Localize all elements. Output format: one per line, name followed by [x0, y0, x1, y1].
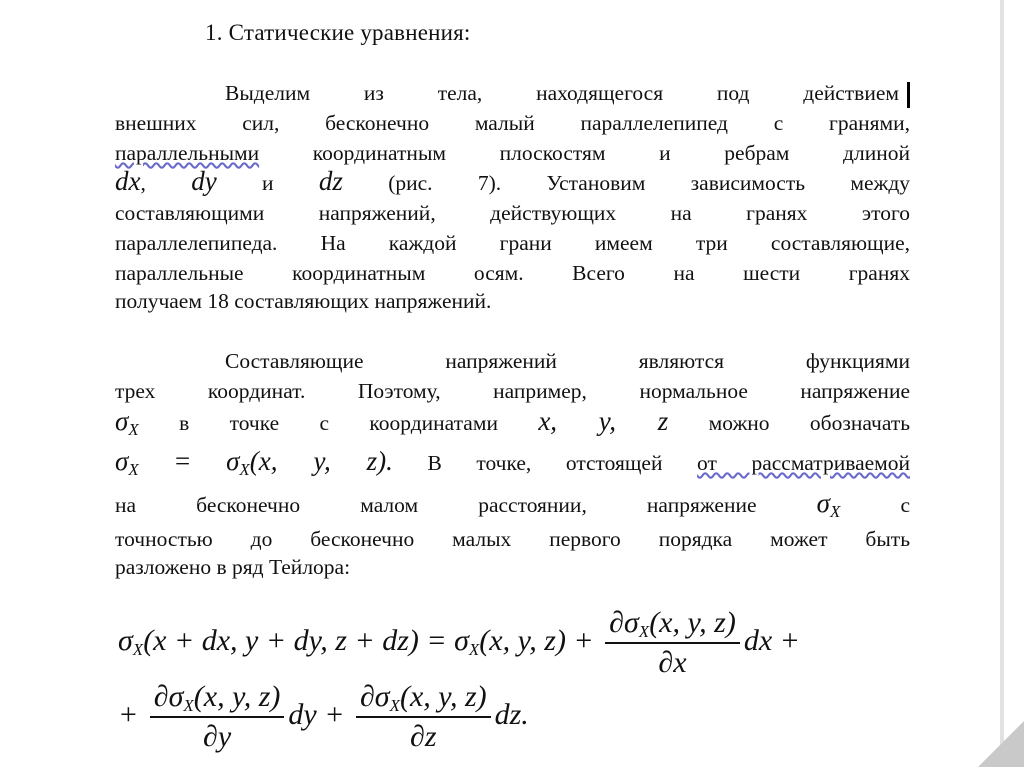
p2-text: можно обозначать	[708, 411, 911, 435]
fraction-dz: $\frac{\partial\sigma X(x, y, z)}{\partial z}$	[356, 680, 491, 754]
p2-line	[115, 488, 910, 523]
page-edge	[1000, 0, 1004, 767]
p2-line: точностью до бесконечно малых первого порядка может быть	[115, 527, 910, 551]
p2-line: Составляющие напряжений являются функциями	[225, 349, 910, 373]
p1-line: параллелепипеда. На каждой грани имеем три составляющие,	[115, 231, 910, 255]
p1-text: Выделим из тела, находящегося под действием	[225, 81, 899, 105]
p2-line	[115, 406, 910, 441]
taylor-formula-line-2: + $\frac{\partial\sigma X(x, y, z)}{\partial y}$ dy + $\frac{\partial\sigma X(x, y, z)}{\partial z}$ dz.	[118, 680, 529, 753]
p2-line	[115, 446, 910, 481]
math-dz: dz	[318, 166, 343, 196]
math-sigma-x: $\sigma_X$	[816, 488, 841, 521]
p2-text: в точке с координатами	[179, 411, 498, 435]
underlined-word: параллельными	[115, 141, 260, 165]
underlined-phrase: от рассматриваемой	[697, 451, 911, 475]
math-sigma-eq: $\sigma_X = \sigma_X(x$, y, z).	[115, 446, 393, 479]
math-sigma-x: $\sigma_X$	[115, 406, 139, 439]
math-xyz: x, y, z	[538, 406, 669, 436]
p1-line: параллельные координатным осям. Всего на шести гранях	[115, 261, 910, 285]
math-dy: dy	[191, 166, 217, 196]
section-heading: 1. Статические уравнения:	[205, 20, 471, 45]
p1-line	[115, 138, 910, 169]
p1-line	[115, 78, 910, 109]
p2-line: разложено в ряд Тейлора:	[115, 555, 351, 579]
p1-text: координатным плоскостям и ребрам длиной	[259, 141, 910, 165]
p2-text: с	[900, 493, 910, 517]
p1-line: внешних сил, бесконечно малый параллелепипед с гранями,	[115, 111, 910, 135]
p1-text: (рис. 7). Установим зависимость между	[388, 171, 911, 195]
p1-line: составляющими напряжений, действующих на гранях этого	[115, 201, 910, 225]
page-corner	[978, 721, 1024, 767]
p1-text: и	[262, 171, 274, 195]
p1-line: получаем 18 составляющих напряжений.	[115, 289, 492, 313]
text-cursor	[907, 82, 910, 108]
fraction-dx: $\frac{\partial\sigma X(x, y, z)}{\partial x}$	[605, 606, 740, 680]
p2-line: трех координат. Поэтому, например, нормальное напряжение	[115, 379, 910, 403]
math-dx: dx	[115, 166, 141, 196]
p2-text: В точке, отстоящей	[427, 451, 663, 475]
p1-line: dx, dy и dz (рис. 7). Установим зависимость между	[115, 166, 911, 196]
taylor-formula-line-1: σX(x + dx, y + dy, z + dz) = σX(x, y, z) + $\frac{\partial\sigma X(x, y, z)}{\partial x}$ dx +	[118, 606, 800, 679]
fraction-dy: $\frac{\partial\sigma X(x, y, z)}{\partial y}$	[150, 680, 285, 754]
p2-text: на бесконечно малом расстоянии, напряжение	[115, 493, 757, 517]
